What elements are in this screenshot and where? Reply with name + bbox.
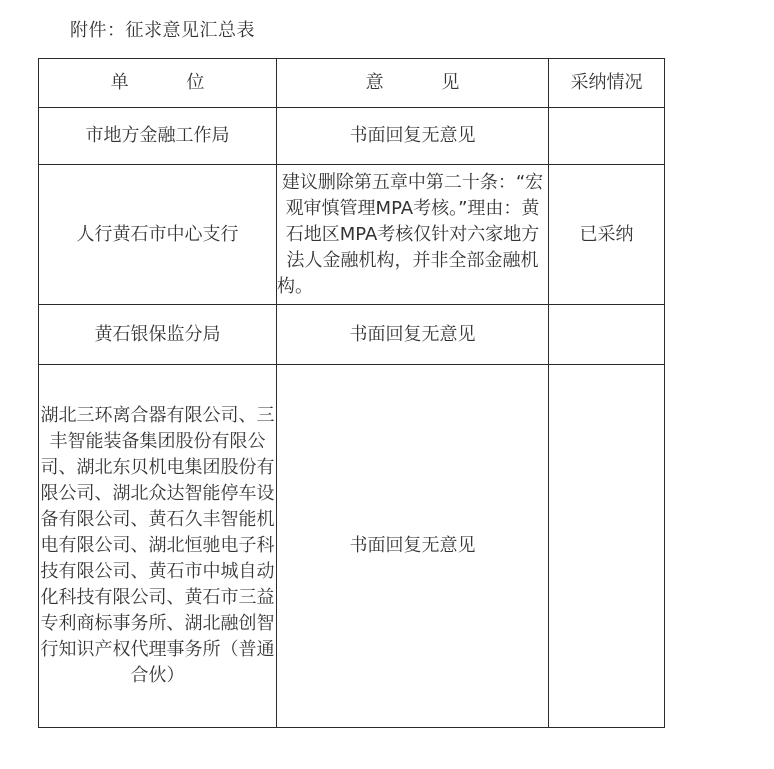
cell-unit: 人行黄石市中心支行 — [39, 165, 277, 305]
header-adoption: 采纳情况 — [549, 59, 665, 108]
cell-opinion: 建议删除第五章中第二十条：“宏观审慎管理MPA考核。”理由：黄石地区MPA考核仅针对六家地方法人金融机构，并非全部金融机构。 — [277, 165, 549, 305]
cell-unit: 湖北三环离合器有限公司、三丰智能装备集团股份有限公司、湖北东贝机电集团股份有限公司、湖北众达智能停车设备有限公司、黄石久丰智能机电有限公司、湖北恒驰电子科技有限公司、黄石市中城自动化科技有限公司、黄石市三益专利商标事务所、湖北融创智行知识产权代理事务所（普通合伙） — [39, 365, 277, 728]
table-row — [39, 165, 665, 305]
cell-opinion: 书面回复无意见 — [277, 305, 549, 365]
table-row — [39, 305, 665, 365]
header-opinion — [277, 59, 549, 108]
cell-adoption — [549, 365, 665, 728]
header-unit — [39, 59, 277, 108]
cell-unit: 市地方金融工作局 — [39, 108, 277, 165]
cell-adoption: 已采纳 — [549, 165, 665, 305]
opinion-summary-table — [38, 58, 665, 728]
table-header-row — [39, 59, 665, 108]
header-opinion-label: 意 见 — [365, 72, 486, 93]
cell-opinion: 书面回复无意见 — [277, 365, 549, 728]
table-row — [39, 108, 665, 165]
cell-adoption — [549, 305, 665, 365]
cell-opinion: 书面回复无意见 — [277, 108, 549, 165]
table-row — [39, 365, 665, 728]
attachment-title: 附件：征求意见汇总表 — [70, 20, 255, 41]
header-unit-label: 单 位 — [110, 72, 231, 93]
cell-adoption — [549, 108, 665, 165]
cell-unit: 黄石银保监分局 — [39, 305, 277, 365]
